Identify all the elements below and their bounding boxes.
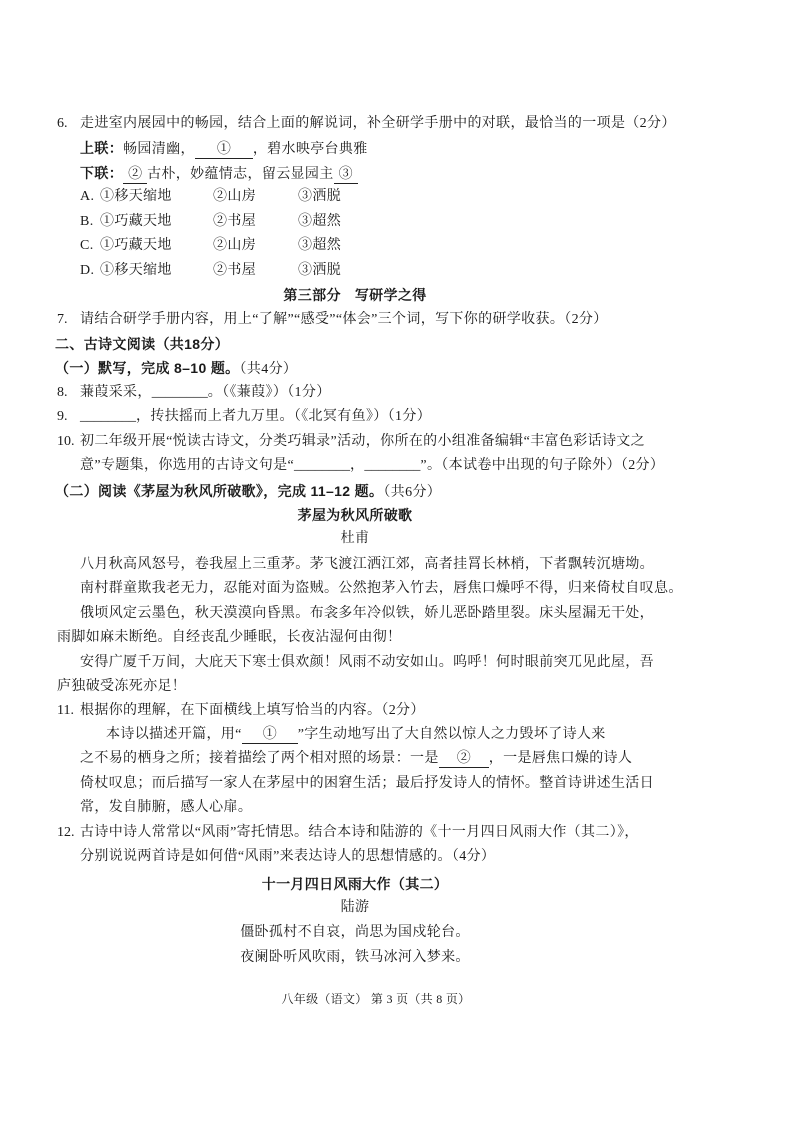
question-text-line1: 古诗中诗人常常以“风雨”寄托情思。结合本诗和陆游的《十一月四日风雨大作（其二）》， [80,824,639,840]
answer-blank: ________ [80,409,136,425]
question-number: 6. [57,116,68,131]
question-11-paragraph-line: 倚杖叹息；而后描写一家人在茅屋中的困窘生活；最后抒发诗人的情怀。整首诗讲述生活日 [80,775,654,791]
couplet-lower-middle: 古朴，妙蕴情志，留云显园主 [147,165,334,182]
subsection-2-heading [0,479,794,503]
option-choice-1: ①巧藏天地 [100,213,172,229]
question-text-before: 意”专题集，你选用的古诗文句是“ [80,458,295,474]
part3-label: 第三部分 [283,287,341,304]
option-c [0,234,794,258]
question-stem: 走进室内展园中的畅园，结合上面的解说词，补全研学手册中的对联，最恰当的一项是（2分） [80,116,676,131]
question-12-continued: 分别说说两首诗是如何借“风雨”来表达诗人的思想情感的。（4分） [80,849,496,865]
option-choice-1: ①移天缩地 [100,262,172,278]
part3-title: 写研学之得 [354,287,427,304]
option-letter: B. [80,213,94,229]
poem-line: 俄顷风定云墨色，秋天漠漠向昏黑。布衾多年冷似铁，娇儿恶卧踏里裂。床头屋漏无干处， [80,604,654,621]
poem-author: 陆游 [340,900,370,915]
poem-line: 雨脚如麻未断绝。自经丧乱少睡眠，长夜沾湿何由彻！ [57,629,402,646]
poem-line: 夜阑卧听风吹雨，铁马冰河入梦来。 [240,948,470,965]
poem-line: 庐独破受冻死亦足！ [57,678,187,695]
option-choice-3: ③洒脱 [298,189,342,205]
question-6 [0,112,794,136]
option-choice-1: ①移天缩地 [100,189,172,205]
question-stem: 请结合研学手册内容，用上“了解”“感受”“体会”三个词，写下你的研学收获。（2分） [80,311,608,327]
question-7 [0,308,794,332]
question-text-line1: 初二年级开展“悦读古诗文，分类巧辑录”活动，你所在的小组准备编辑“丰富色彩话诗文之 [80,433,645,449]
option-d [0,259,794,283]
question-number: 9. [57,409,68,425]
question-text-after: ，抟扶摇而上者九万里。（《北冥有鱼》）（1分） [136,409,432,425]
answer-blank: ________ [151,384,208,400]
option-choice-3: ③超然 [298,238,342,254]
poem-line: 安得广厦千万间，大庇天下寒士俱欢颜！风雨不动安如山。呜呼！何时眼前突兀见此屋，吾 [80,653,654,670]
paragraph-text: ”字生动地写出了大自然以惊人之力毁坏了诗人来 [297,726,606,742]
paragraph-text: 之不易的栖身之所；接着描绘了两个相对照的场景：一是 [80,751,439,767]
option-letter: C. [80,238,94,254]
poem-line: 南村群童欺我老无力，忍能对面为盗贼。公然抱茅入竹去，唇焦口燥呼不得，归来倚杖自叹息。 [80,580,683,597]
question-11-paragraph-line: 常，发自肺腑，感人心扉。 [80,800,253,816]
subsection-title: （一）默写，完成 8–10 题。 [55,360,240,377]
question-number: 8. [57,384,68,400]
poem-title: 十一月四日风雨大作（其二） [261,875,449,892]
answer-blank-1: ________ [294,458,351,474]
poem-line: 僵卧孤村不自哀，尚思为国戍轮台。 [240,924,470,941]
paragraph-text: 本诗以描述开篇，用“ [106,726,242,742]
option-a [0,185,794,209]
option-choice-3: ③超然 [298,213,342,229]
poem-title: 茅屋为秋风所破歌 [297,507,413,523]
couplet-upper-after: ，碧水映亭台典雅 [252,141,368,158]
question-number: 12. [57,824,75,840]
couplet-upper [0,136,794,160]
couplet-lower-label: 下联： [80,164,124,181]
option-letter: D. [80,262,95,278]
couplet-upper-before: 畅园清幽， [123,141,195,158]
couplet-lower [0,161,794,185]
paragraph-text: ，一是唇焦口燥的诗人 [488,751,633,767]
subsection-1-heading [0,356,794,380]
answer-blank-2: ② [123,167,147,184]
question-stem: 根据你的理解，在下面横线上填写恰当的内容。（2分） [80,702,425,718]
question-10 [0,430,794,454]
option-choice-2: ②山房 [213,189,257,205]
answer-blank-1: ① [242,727,298,744]
subsection-title: （二）阅读《茅屋为秋风所破歌》，完成 11–12 题。 [55,482,384,499]
question-8 [0,381,794,405]
answer-blank-2: ② [439,751,489,768]
subsection-score: （共4分） [239,362,298,378]
option-choice-2: ②书屋 [213,262,257,278]
question-12 [0,821,794,845]
page-footer: 八年级（语文） 第 3 页（共 8 页） [281,992,471,1007]
poem-line: 八月秋高风怒号，卷我屋上三重茅。茅飞渡江洒江郊，高者挂罥长林梢，下者飘转沉塘坳。 [80,555,654,572]
question-10-continued [0,454,794,478]
poem-author: 杜甫 [340,531,370,547]
option-choice-2: ②山房 [213,238,257,254]
answer-blank-1: ① [195,142,253,159]
part3-heading [0,283,653,307]
option-b [0,210,794,234]
question-9 [0,405,794,429]
question-text-before: 蒹葭采采， [80,384,152,400]
question-number: 11. [57,702,74,718]
question-text-after: 。（《蒹葭》）（1分） [207,384,331,400]
section-heading: 二、古诗文阅读（共18分） [55,335,230,352]
option-choice-1: ①巧藏天地 [100,238,172,254]
blank-separator: ， [350,458,365,474]
option-letter: A. [80,189,95,205]
couplet-upper-label: 上联： [80,140,124,157]
question-text-after: ”。（本试卷中出现的句子除外）（2分） [420,458,665,474]
question-11-paragraph-line [0,747,794,771]
option-choice-2: ②书屋 [213,213,257,229]
answer-blank-3: ③ [334,167,358,184]
subsection-score: （共6分） [383,484,442,500]
answer-blank-2: ________ [364,458,421,474]
option-choice-3: ③洒脱 [298,262,342,278]
question-11-paragraph-line [0,723,794,747]
question-number: 7. [57,311,68,327]
question-11 [0,699,794,723]
question-number: 10. [57,433,75,449]
